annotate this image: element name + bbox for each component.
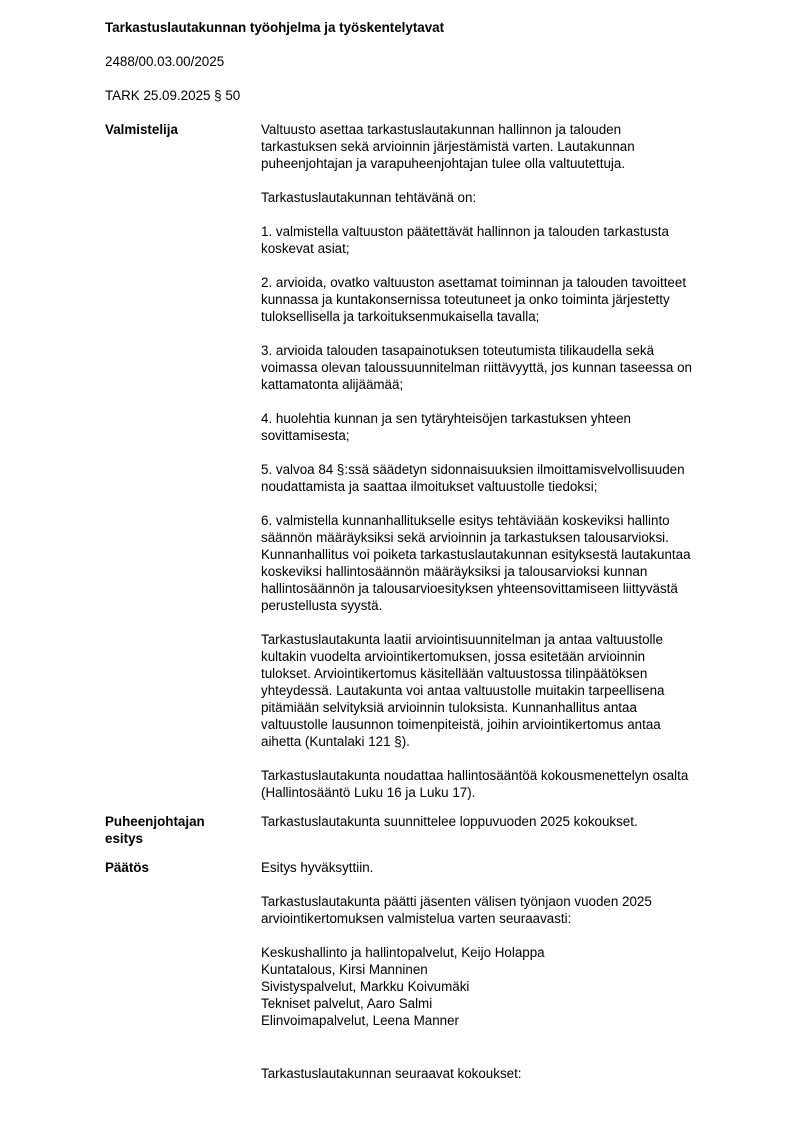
text-line: kultakin vuodelta arviointikertomuksen, jossa esitetään arvioinnin <box>261 649 646 664</box>
text-line: säännön määräyksiksi sekä arvioinnin ja tarkastuksen talousarvioksi. <box>261 530 669 545</box>
paatos-label <box>105 859 261 876</box>
text-line: (Hallintosääntö Luku 16 ja Luku 17). <box>261 785 476 800</box>
text-line: Kuntatalous, Kirsi Manninen <box>261 962 428 977</box>
text-line: puheenjohtajan ja varapuheenjohtajan tulee olla valtuutettuja. <box>261 156 626 171</box>
text-line: Elinvoimapalvelut, Leena Manner <box>261 1013 460 1028</box>
text-line: 4. huolehtia kunnan ja sen tytäryhteisöjen tarkastuksen yhteen <box>261 411 631 426</box>
puheenjohtajan-esitys-label <box>105 813 261 847</box>
text-line: Valtuusto asettaa tarkastuslautakunnan hallinnon ja talouden <box>261 122 622 137</box>
text-line: Kunnanhallitus voi poiketa tarkastuslautakunnan esityksestä lautakuntaa <box>261 547 691 562</box>
paragraph <box>261 223 740 257</box>
text-line: 2. arvioida, ovatko valtuuston asettamat toiminnan ja talouden tavoitteet <box>261 275 687 290</box>
text-line: Tarkastuslautakunta laatii arviointisuunnitelman ja antaa valtuustolle <box>261 632 663 647</box>
text-line: voimassa olevan taloussuunnitelman riittävyyttä, jos kunnan taseessa on <box>261 360 692 375</box>
paragraph <box>261 1065 740 1082</box>
paragraph <box>261 274 740 325</box>
puheenjohtajan-esitys-content <box>261 813 740 830</box>
text-line: sovittamisesta; <box>261 428 350 443</box>
text-line: arviointikertomuksen valmistelua varten seuraavasti: <box>261 911 572 926</box>
text-line: tarkastuksen sekä arvioinnin järjestämistä varten. Lautakunnan <box>261 139 635 154</box>
text-line: Tarkastuslautakunta päätti jäsenten välisen työnjaon vuoden 2025 <box>261 894 652 909</box>
text-line: Esitys hyväksyttiin. <box>261 860 374 875</box>
paragraph <box>261 767 740 801</box>
paragraph <box>261 410 740 444</box>
text-line: hallintosäännön ja talousarvioesityksen yhteensovittamiseen liittyvästä <box>261 581 678 596</box>
paragraph <box>261 121 740 172</box>
assignment-list <box>261 944 740 1029</box>
text-line: Tekniset palvelut, Aaro Salmi <box>261 996 433 1011</box>
text-line: Keskushallinto ja hallintopalvelut, Keijo Holappa <box>261 945 545 960</box>
paragraph <box>261 893 740 927</box>
text-line: 1. valmistella valtuuston päätettävät hallinnon ja talouden tarkastusta <box>261 224 669 239</box>
text-line: Puheenjohtajan <box>105 814 205 829</box>
text-line: aihetta (Kuntalaki 121 §). <box>261 734 410 749</box>
text-line: 6. valmistella kunnanhallitukselle esitys tehtäviään koskeviksi hallinto <box>261 513 670 528</box>
text-line: koskeviksi hallintosäännön määräyksiksi ja talousarvioksi kunnan <box>261 564 648 579</box>
text-line: Päätös <box>105 860 149 875</box>
text-line: kunnassa ja kuntakonsernissa toteutuneet ja onko toiminta järjestetty <box>261 292 670 307</box>
text-line: Tarkastuslautakunta noudattaa hallintosääntöä kokousmenettelyn osalta <box>261 768 689 783</box>
section-puheenjohtajan-esitys <box>105 813 740 847</box>
text-line: 5. valvoa 84 §:ssä säädetyn sidonnaisuuksien ilmoittamisvelvollisuuden <box>261 462 685 477</box>
text-line: Sivistyspalvelut, Markku Koivumäki <box>261 979 470 994</box>
valmistelija-label <box>105 121 261 138</box>
valmistelija-content <box>261 121 740 801</box>
text-line: Valmistelija <box>105 122 178 137</box>
document-number: 2488/00.03.00/2025 <box>105 54 225 69</box>
text-line: Tarkastuslautakunnan tehtävänä on: <box>261 190 477 205</box>
paatos-content <box>261 859 740 1082</box>
paragraph <box>261 189 740 206</box>
text-line: pitämiään selvityksiä arvioinnin tuloksista. Kunnanhallitus antaa <box>261 700 637 715</box>
paragraph <box>261 461 740 495</box>
document-title: Tarkastuslautakunnan työohjelma ja työskentelytavat <box>105 20 445 35</box>
section-reference: TARK 25.09.2025 § 50 <box>105 88 241 103</box>
text-line: koskevat asiat; <box>261 241 350 256</box>
text-line: Tarkastuslautakunnan seuraavat kokoukset: <box>261 1066 522 1081</box>
text-line: valtuustolle lausunnon toimenpiteistä, joihin arviointikertomus antaa <box>261 717 661 732</box>
text-line: Tarkastuslautakunta suunnittelee loppuvuoden 2025 kokoukset. <box>261 814 638 829</box>
text-line: tuloksellisella ja tarkoituksenmukaisella tavalla; <box>261 309 540 324</box>
text-line: 3. arvioida talouden tasapainotuksen toteutumista tilikaudella sekä <box>261 343 655 358</box>
section-paatos <box>105 859 740 1082</box>
text-line: perustellusta syystä. <box>261 598 383 613</box>
paragraph <box>261 631 740 750</box>
section-valmistelija <box>105 121 740 801</box>
paragraph <box>261 512 740 614</box>
text-line: yhteydessä. Lautakunta voi antaa valtuustolle muitakin tarpeellisena <box>261 683 665 698</box>
text-line: tulokset. Arviointikertomus käsitellään valtuustossa tilinpäätöksen <box>261 666 648 681</box>
text-line: kattamatonta alijäämää; <box>261 377 404 392</box>
text-line: esitys <box>105 831 143 846</box>
text-line: noudattamista ja saattaa ilmoitukset valtuustolle tiedoksi; <box>261 479 598 494</box>
paragraph <box>261 342 740 393</box>
paragraph <box>261 813 740 830</box>
paragraph <box>261 859 740 876</box>
